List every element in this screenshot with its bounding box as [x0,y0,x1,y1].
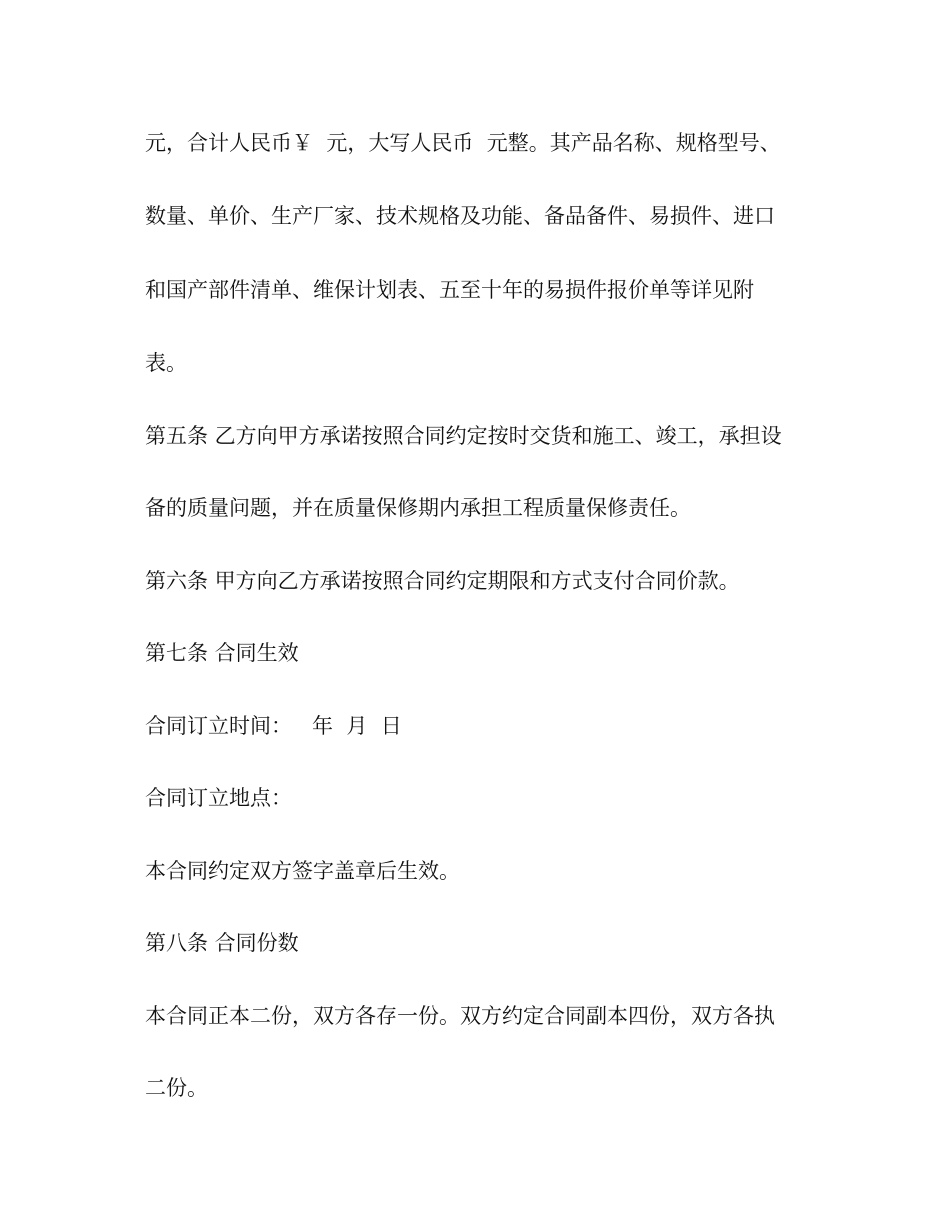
paragraph-line: 元，合计人民币￥ 元，大写人民币 元整。其产品名称、规格型号、 [145,131,781,155]
copies-clause-line: 本合同正本二份，双方各存一份。双方约定合同副本四份，双方各执 [145,1004,775,1028]
effective-clause-line: 本合同约定双方签字盖章后生效。 [145,859,460,883]
paragraph-line: 数量、单价、生产厂家、技术规格及功能、备品备件、易损件、进口 [145,204,775,228]
paragraph-line: 备的质量问题，并在质量保修期内承担工程质量保修责任。 [145,496,691,520]
article-8-heading: 第八条 合同份数 [145,931,299,955]
article-6-line: 第六条 甲方向乙方承诺按照合同约定期限和方式支付合同价款。 [145,569,740,593]
paragraph-line: 表。 [145,351,187,375]
paragraph-line: 和国产部件清单、维保计划表、五至十年的易损件报价单等详见附 [145,278,754,302]
article-5-line: 第五条 乙方向甲方承诺按照合同约定按时交货和施工、竣工，承担设 [145,424,782,448]
contract-place-line: 合同订立地点： [145,786,292,810]
contract-date-line: 合同订立时间： 年 月 日 [145,714,402,738]
paragraph-line: 二份。 [145,1076,208,1100]
article-7-heading: 第七条 合同生效 [145,641,299,665]
